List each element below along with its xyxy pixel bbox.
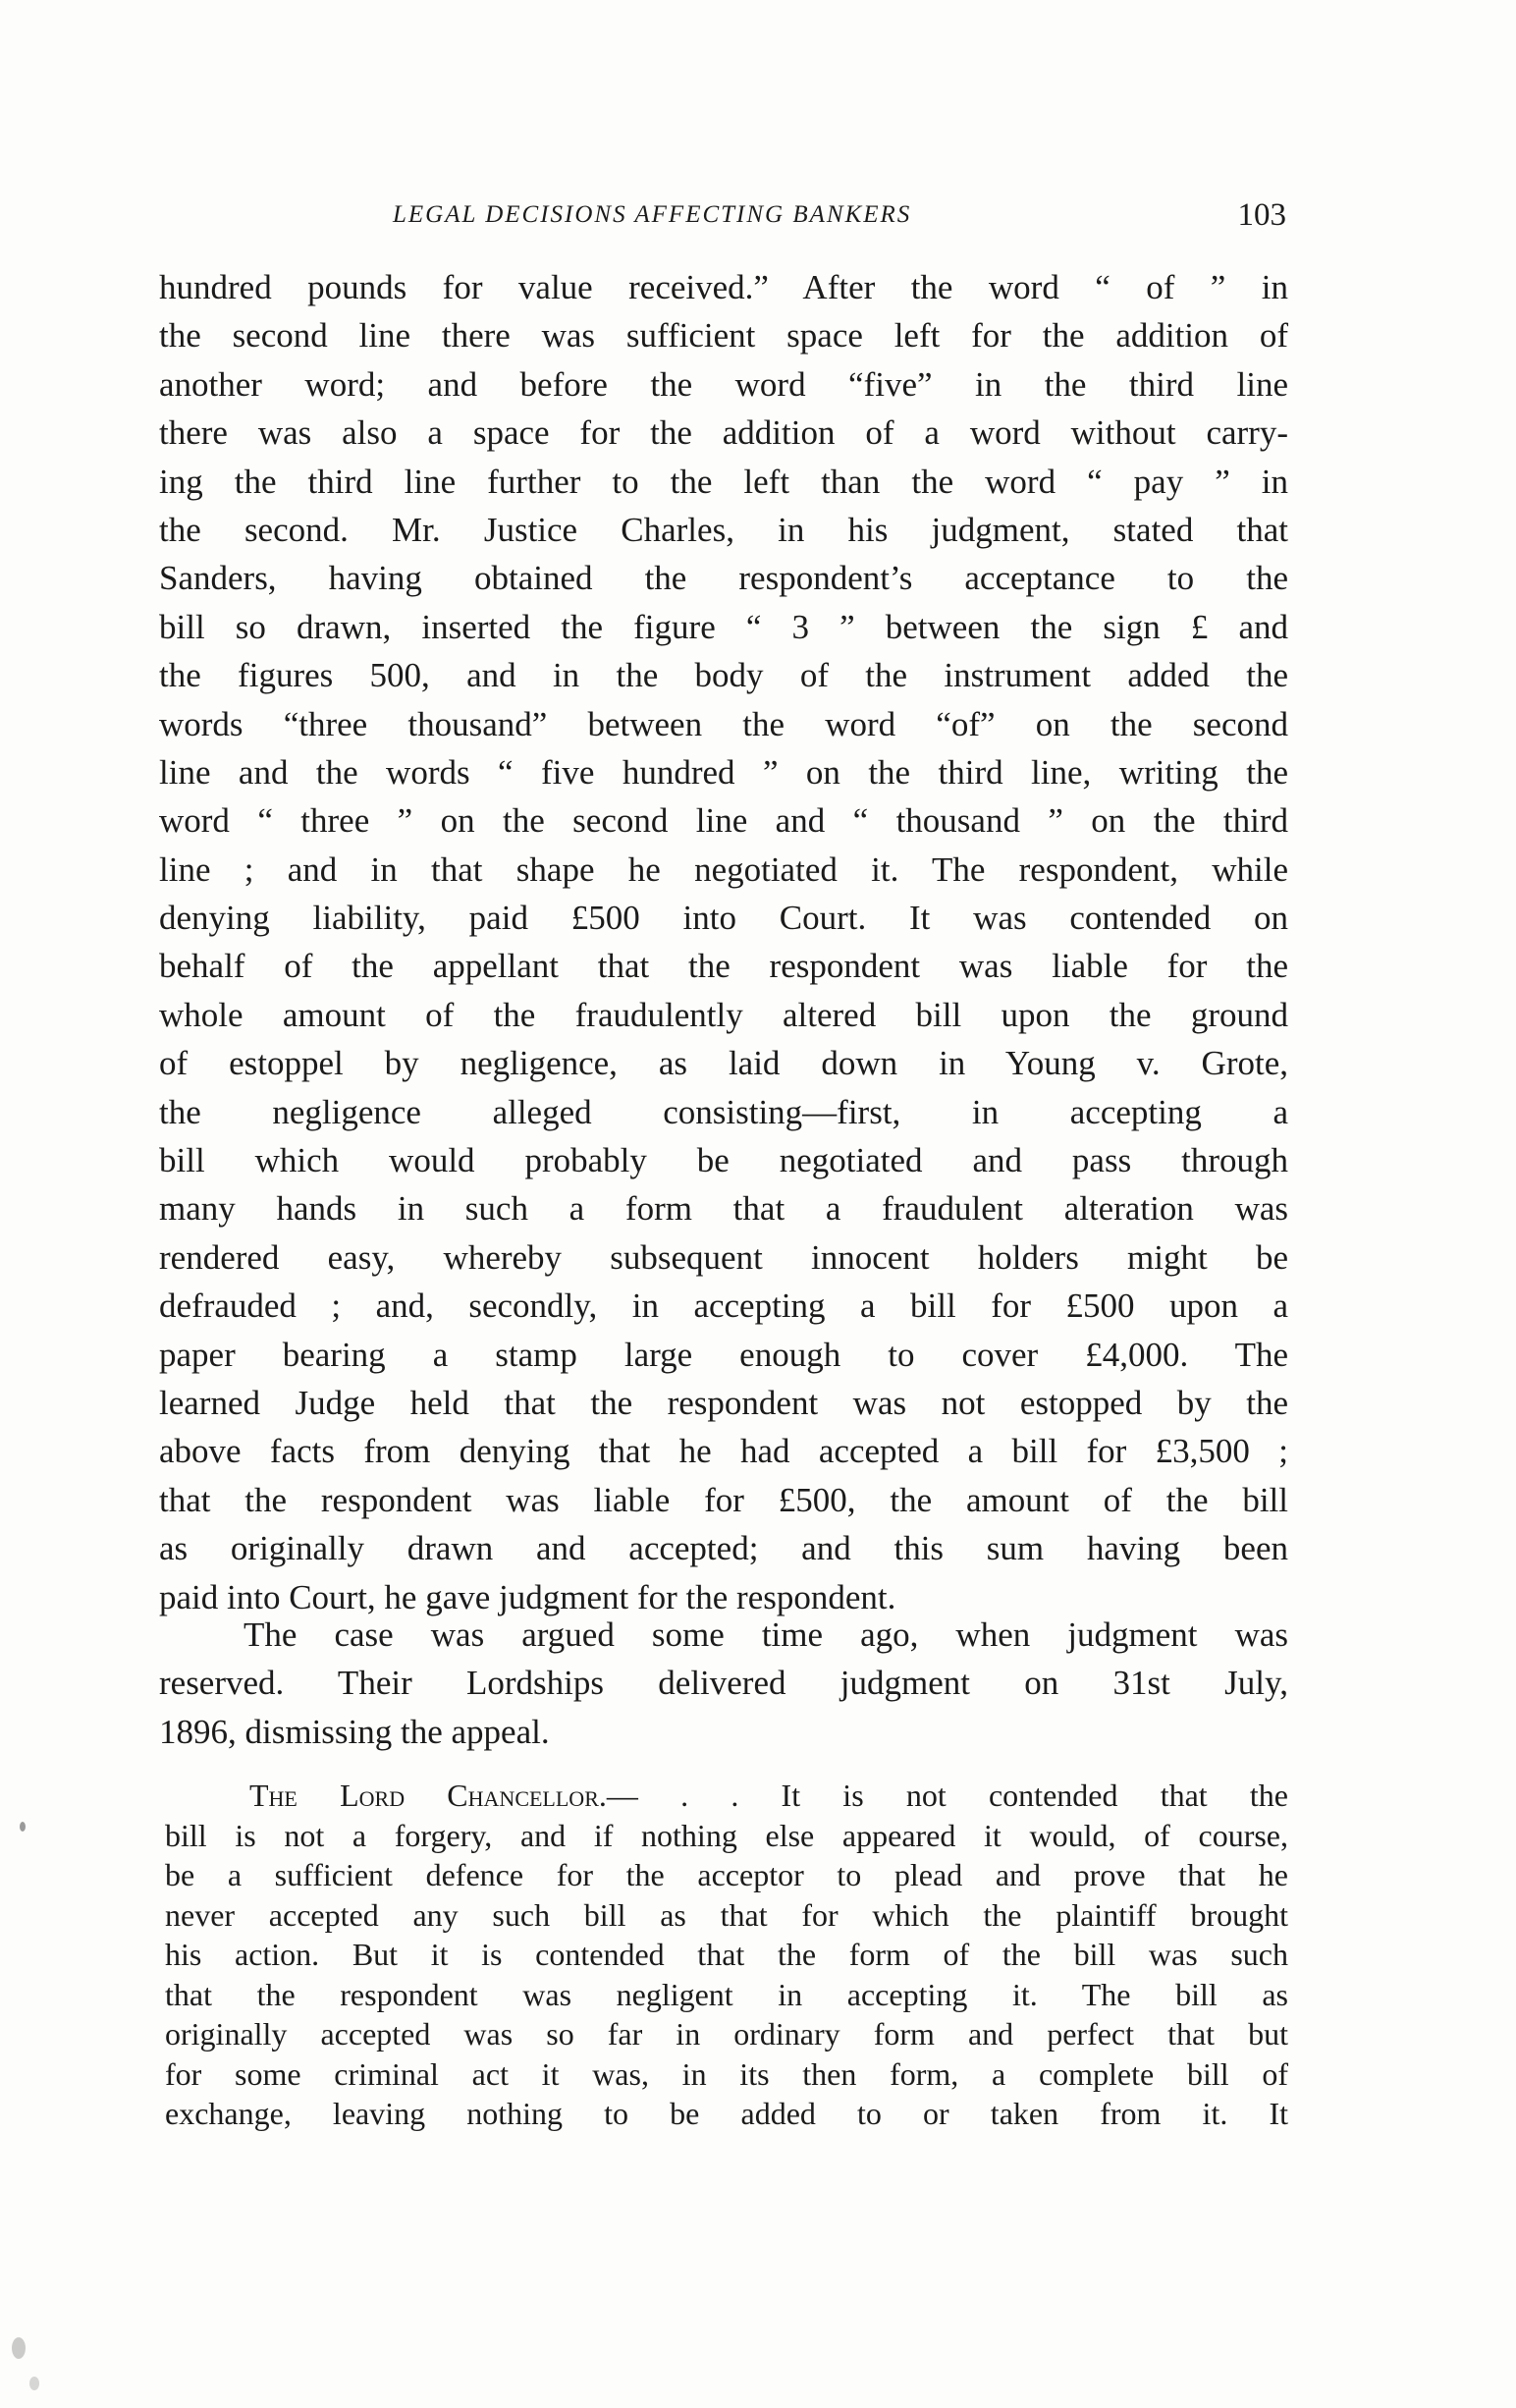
text-line: another word; and before the word “five” in the third line xyxy=(159,364,1288,404)
text-line: words “three thousand” between the word “of” on the second xyxy=(159,704,1288,743)
quotation-first-line-text: . . It is not contended that the xyxy=(637,1778,1288,1813)
paragraph-1 xyxy=(159,263,1288,1621)
text-line: as originally drawn and accepted; and this sum having been xyxy=(159,1529,1288,1568)
judgment-quotation xyxy=(165,1776,1288,2134)
text-line: hundred pounds for value received.” After the word “ of ” in xyxy=(159,268,1288,306)
text-line: that the respondent was liable for £500, the amount of the bill xyxy=(159,1480,1288,1519)
text-line: for some criminal act it was, in its then form, a complete bill of xyxy=(165,2055,1288,2092)
paragraph-2 xyxy=(159,1611,1288,1756)
text-line: paper bearing a stamp large enough to cover £4,000. The xyxy=(159,1335,1288,1374)
text-line: his action. But it is contended that the form of the bill was such xyxy=(165,1937,1288,1972)
page-number: 103 xyxy=(1237,197,1286,233)
text-line: 1896, dismissing the appeal. xyxy=(159,1712,550,1751)
text-line: line and the words “ five hundred ” on the third line, writing the xyxy=(159,752,1288,792)
text-line: bill which would probably be negotiated and pass through xyxy=(159,1141,1288,1180)
text-line: above facts from denying that he had accepted a bill for £3,500 ; xyxy=(159,1432,1288,1471)
text-line: there was also a space for the addition of a word without carry- xyxy=(159,413,1288,453)
text-line: the negligence alleged consisting—first, in accepting a xyxy=(159,1092,1288,1131)
text-line: defrauded ; and, secondly, in accepting a bill for £500 upon a xyxy=(159,1286,1288,1326)
text-line: paid into Court, he gave judgment for the respondent. xyxy=(159,1577,896,1616)
text-line: denying liability, paid £500 into Court. It was contended on xyxy=(159,899,1288,938)
scan-speck xyxy=(12,2337,26,2359)
text-line: The case was argued some time ago, when judgment was xyxy=(244,1615,1288,1654)
scan-speck xyxy=(20,1822,26,1832)
text-line: exchange, leaving nothing to be added to or taken from it. It xyxy=(165,2096,1288,2131)
text-line: bill so drawn, inserted the figure “ 3 ” between the sign £ and xyxy=(159,607,1288,646)
running-head xyxy=(157,197,1286,241)
running-title: LEGAL DECISIONS AFFECTING BANKERS xyxy=(393,201,912,228)
text-line: ing the third line further to the left than the word “ pay ” in xyxy=(159,462,1288,501)
text-line: that the respondent was negligent in accepting it. The bill as xyxy=(165,1976,1288,2012)
text-line: behalf of the appellant that the respondent was liable for the xyxy=(159,947,1288,986)
text-line: reserved. Their Lordships delivered judgment on 31st July, xyxy=(159,1664,1288,1703)
text-line: the second. Mr. Justice Charles, in his judgment, stated that xyxy=(159,510,1288,549)
text-line: Sanders, having obtained the respondent’s acceptance to the xyxy=(159,559,1288,598)
text-line: originally accepted was so far in ordinary form and perfect that but xyxy=(165,2016,1288,2052)
text-line: the second line there was sufficient space left for the addition of xyxy=(159,316,1288,356)
text-line: rendered easy, whereby subsequent innocent holders might be xyxy=(159,1237,1288,1277)
text-line: line ; and in that shape he negotiated it. The respondent, while xyxy=(159,849,1288,889)
text-line: learned Judge held that the respondent was not estopped by the xyxy=(159,1383,1288,1422)
scan-speck xyxy=(29,2377,39,2390)
text-line: many hands in such a form that a fraudulent alteration was xyxy=(159,1189,1288,1229)
speaker-name: The Lord Chancellor.— xyxy=(249,1778,638,1813)
text-line: the figures 500, and in the body of the instrument added the xyxy=(159,656,1288,695)
text-line: word “ three ” on the second line and “ thousand ” on the third xyxy=(159,801,1288,841)
text-line: be a sufficient defence for the acceptor to plead and prove that he xyxy=(165,1857,1288,1892)
text-line: bill is not a forgery, and if nothing else appeared it would, of course, xyxy=(165,1817,1288,1853)
text-line: whole amount of the fraudulently altered bill upon the ground xyxy=(159,995,1288,1034)
quotation-first-line xyxy=(165,1776,1288,1816)
text-line: never accepted any such bill as that for which the plaintiff brought xyxy=(165,1896,1288,1933)
text-line: of estoppel by negligence, as laid down in Young v. Grote, xyxy=(159,1044,1288,1083)
